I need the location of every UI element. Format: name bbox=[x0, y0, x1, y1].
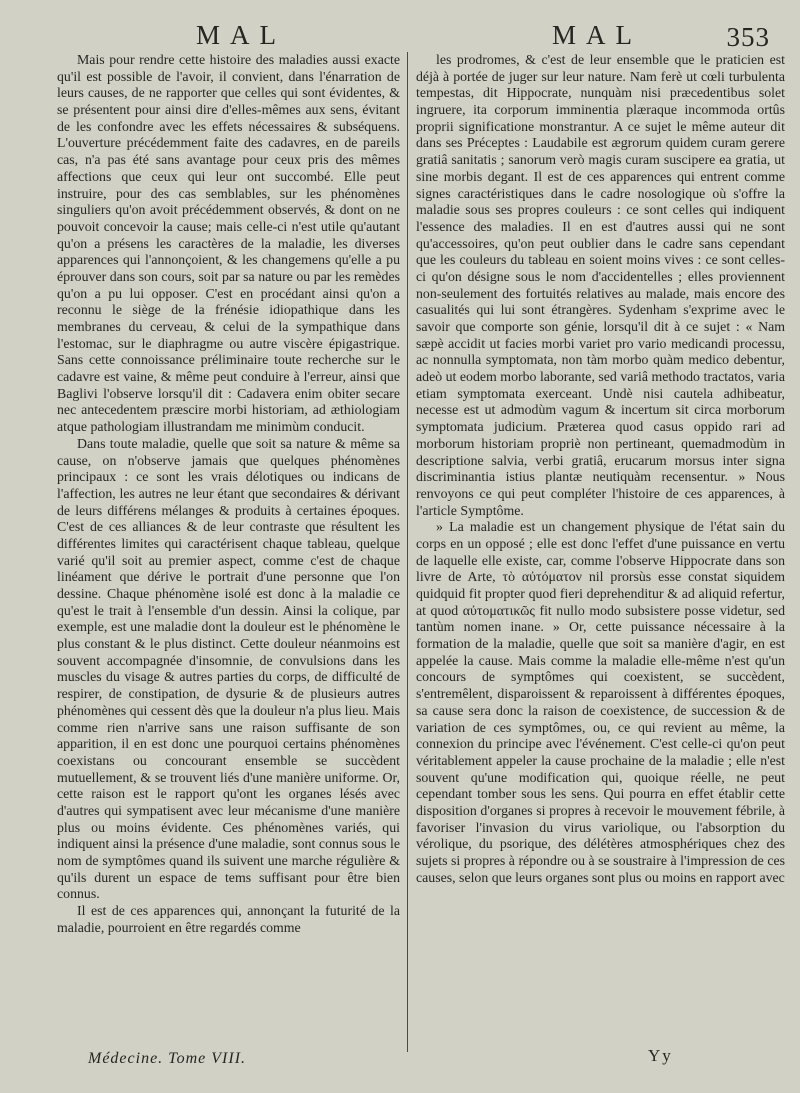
right-column bbox=[416, 52, 785, 1054]
left-column bbox=[57, 52, 400, 1054]
paragraph: » La maladie est un changement physique de l'état sain du corps en un opposé ; elle est donc l'effet d'une puissance en vertu de laquelle elle existe, car, comme l'observe Hippocrate dans son livre de Arte, τὸ αὐτόματον nil prorsùs esse constat siquidem quidquid fit propter quod fieri deprehenditur & ad aliquid refertur, at quod αὐτοματικῶς fit nullo modo subsistere posse videtur, sed tantùm nomen inane. » Or, cette puissance nécessaire à la formation de la maladie, quelle que soit sa manière d'agir, en est appelée la cause. Mais comme la maladie elle-même n'est qu'un concours de symptômes qui coexistent, se succèdent, s'entremêlent, disparoissent & reparoissent à différentes époques, sa cause sera donc la raison de coexistence, de succession & de variation de ces symptômes, ou, ce qui revient au même, la connexion du principe avec l'événement. C'est celle-ci qu'on peut véritablement appeler la cause prochaine de la maladie ; elle n'est souvent qu'une modification qui, quoique réelle, ne peut cependant tomber sous les sens. Qui pourra en effet établir cette disposition d'organes si propres à recevoir le mouvement fébrile, à favoriser l'invasion du virus variolique, ou l'absorption du vérolique, du psorique, des délétères atmosphériques chez des sujets si propres à répondre ou à se soustraire à l'impression de ces causes, selon que leurs organes sont plus ou moins en rapport avec bbox=[416, 519, 785, 885]
paragraph: Il est de ces apparences qui, annonçant la futurité de la maladie, pourroient en être regardés comme bbox=[57, 903, 400, 935]
signature-mark: Yy bbox=[648, 1046, 673, 1065]
paragraph: Dans toute maladie, quelle que soit sa nature & même sa cause, on n'observe jamais que quelques phénomènes principaux : ce sont les vrais délotiques ou indicans de l'affection, les autres ne leur étant que secondaires & dérivant de leurs différens mélanges & produits à certaines époques. C'est de ces alliances & de leur contraste que résultent les différentes limites qui caractérisent chaque tableau, quelque varié qu'il soit au premier aspect, comme c'est de chaque linéament que dérive le portrait d'une personne que l'on dessine. Chaque phénomène isolé est donc à la maladie ce qu'est le trait à l'ensemble d'un dessin. Ainsi la colique, par exemple, est une maladie dont la douleur est le phénomène le plus constant & le plus distinct. Cette douleur néanmoins est souvent accompagnée d'insomnie, de convulsions dans les muscles du visage & autres parties du corps, de difficulté de respirer, de constipation, de dysurie & de plusieurs autres phénomènes qui cessent dès que la douleur n'a plus lieu. Mais comme rien n'arrive sans une raison suffisante de son apparition, il en est donc une pourquoi certains phénomènes coexistans ou concourant ensemble se succèdent mutuellement, & se trouvent liés d'une manière uniforme. Or, cette raison est le rapport qu'ont les organes lésés avec d'autres qui sympatisent avec leur mécanisme d'une manière plus ou moins évidente. Ces phénomènes variés, qui indiquent ainsi la présence d'une maladie, sont connus sous le nom de symptômes quand ils suivent une marche régulière & qu'ils durent un espace de tems suffisant pour être bien connus. bbox=[57, 435, 400, 902]
paragraph: les prodromes, & c'est de leur ensemble que le praticien est déjà à portée de juger sur leur nature. Nam ferè ut cœli turbulenta tempestas, dit Hippocrate, nunquàm nisi præcedentibus solet ingruere, ita corporum imminentia plæraque incommoda ortûs proprii significatione monstrantur. A ce sujet le même auteur dit dans ses Préceptes : Laudabile est ægrorum quidem curam gerere gratiâ sanitatis ; sanorum verò magis curam suscipere ea gratia, ut sine morbis degant. Il est de ces apparences qui entrent comme signes caractéristiques dans le cadre nosologique où s'offre la maladie sous ses propres couleurs : ce sont celles qui indiquent l'essence des maladies. Il en est d'autres aussi qui ne sont qu'accessoires, qu'on peut oublier dans le cadre sans cependant que les couleurs du tableau en soient moins vives : ce sont celles-ci qu'on désigne sous le nom d'accidentelles ; elles proviennent non-seulement des fortuités relatives au malade, mais encore des casualités qui lui sont étrangères. Sydenham s'exprime avec le savoir que comporte son génie, lorsqu'il dit à ce sujet : « Nam sæpè accidit ut facies morbi variet pro vario medicandi processu, ac nonnulla symptomata, non tàm morbo quàm medico debentur, adeò ut eodem morbo laborante, sed variâ methodo tractatos, varia etiam symptomata exerceant. Undè nisi cautela adhibeatur, necesse est ut admodùm vagum & incertum sit circa morborum symptomata judicium. Præterea quod casus oppido rari ad morborum historiam propriè non pertineant, quemadmodùm in descriptione salvia, verbi gratiâ, erucarum morsus inter signa discriminantia istius plantæ neutiquàm recensentur. » Nous renvoyons ce qui peut compléter l'histoire de ces apparences, à l'article Symptôme. bbox=[416, 52, 785, 518]
right-running-head: MAL bbox=[552, 20, 642, 50]
volume-signature: Médecine. Tome VIII. bbox=[88, 1050, 247, 1067]
page-number: 353 bbox=[726, 22, 770, 52]
paragraph: Mais pour rendre cette histoire des maladies aussi exacte qu'il est possible de l'avoir, il convient, dans l'énarration de leurs causes, de ne rapporter que celles qui sont évidentes, & se présentent pour ainsi dire d'elles-mêmes aux sens, évitant de les confondre avec les effets nécessaires & subséquens. L'ouverture précédemment faite des cadavres, en de pareils cas, n'a pas été sans avantage pour ceux pris des mêmes affections que ceux qui leur ont succombé. Elle peut instruire, pour des cas semblables, sur les phénomènes singuliers qu'on avoit précédemment observés, & dont on ne pouvoit concevoir la cause; mais celle-ci n'est utile qu'autant qu'on a présens les caractères de la maladie, les diverses apparences qui l'annonçoient, & les changemens qu'elle a pu éprouver dans son cours, soit par sa nature ou par les remèdes qu'on a pu lui opposer. C'est en procédant ainsi qu'on a reconnu le siège de la frénésie idiopathique dans les membranes du cerveau, & celui de la sympathique dans l'estomac, sur le diaphragme ou autre viscère épigastrique. Sans cette connoissance préliminaire toute recherche sur le cadavre est vaine, & même peut conduire à l'erreur, ainsi que Baglivi l'observe lorsqu'il dit : Cadavera enim obiter secare nec antecedentem præscire morbi historiam, ad æthiologiam atque pathologiam illustrandam me minimùm conducit. bbox=[57, 52, 400, 435]
left-header bbox=[0, 14, 400, 54]
right-header bbox=[400, 14, 800, 54]
column-divider bbox=[407, 52, 408, 1052]
left-running-head: MAL bbox=[196, 20, 286, 50]
